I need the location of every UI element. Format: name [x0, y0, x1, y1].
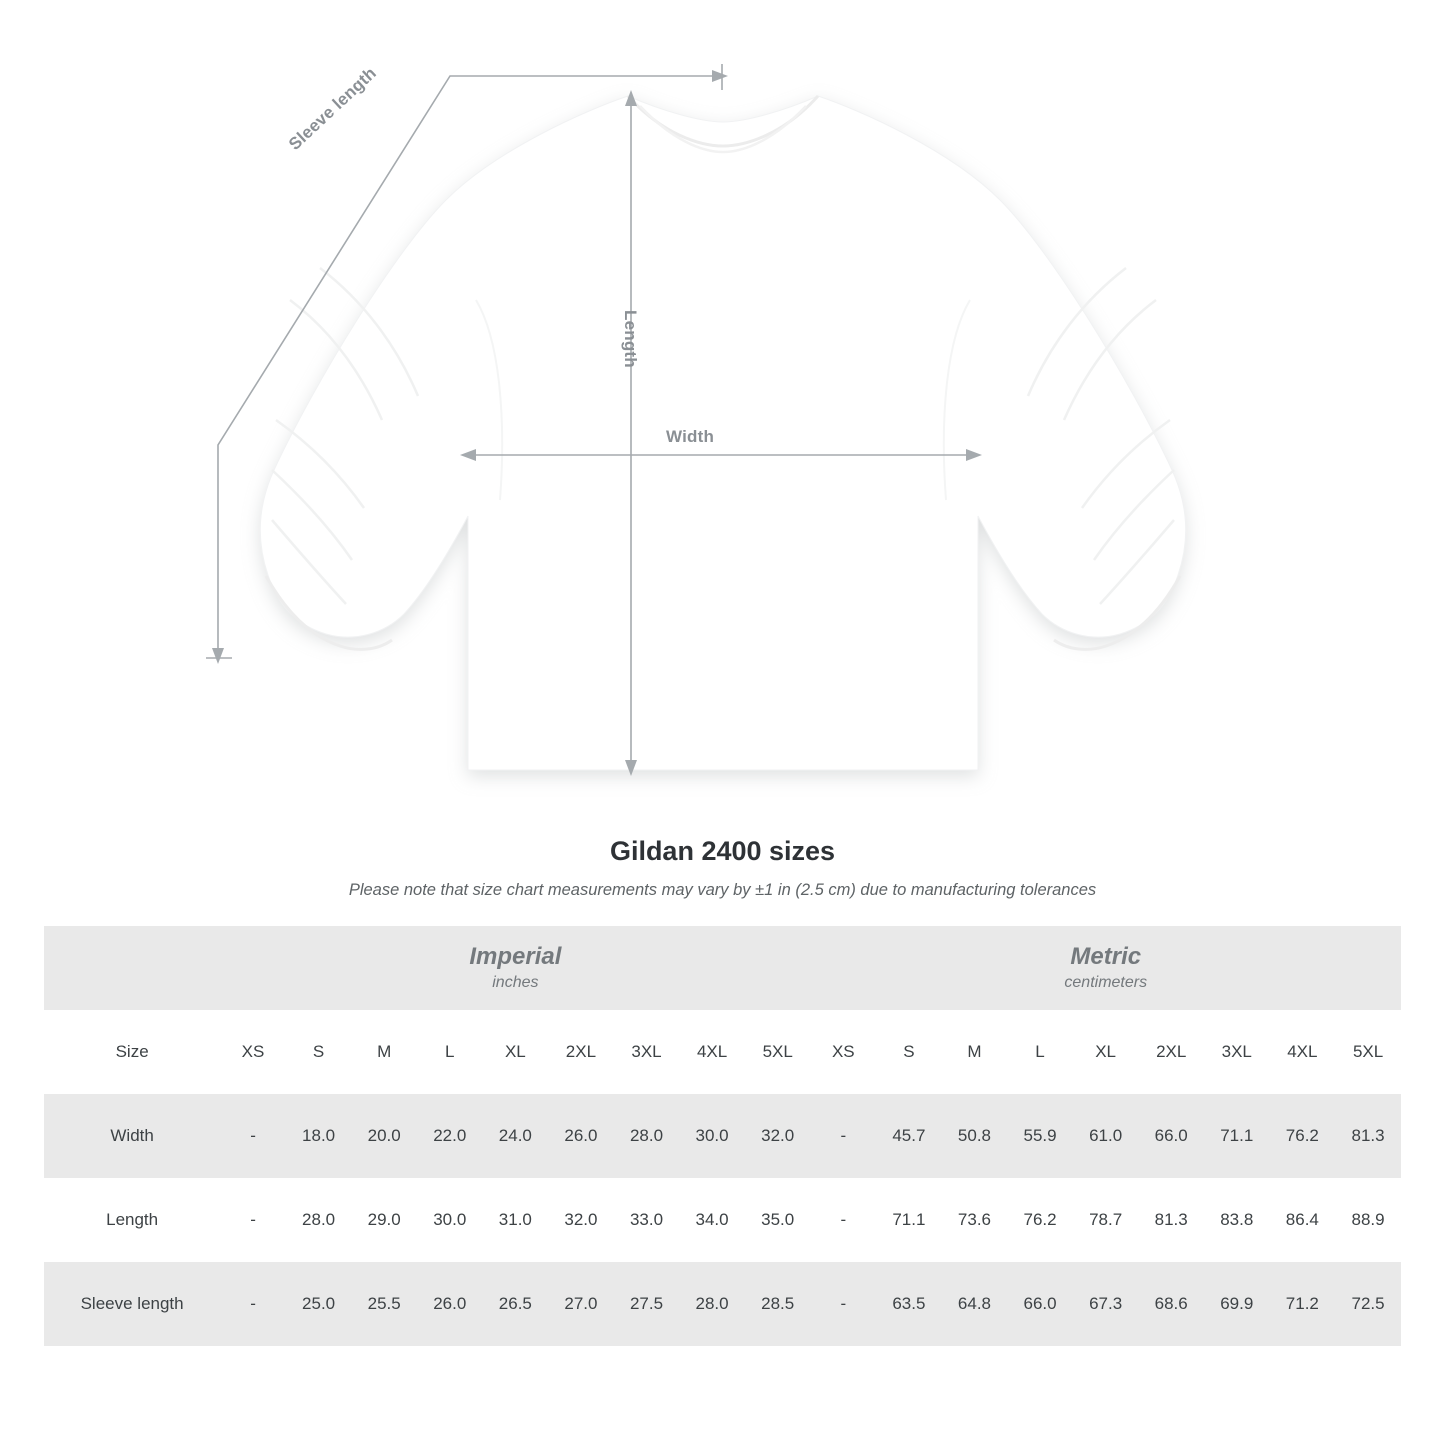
cell-sleeve-3: 26.0	[417, 1262, 483, 1346]
size-col-5: 2XL	[548, 1010, 614, 1094]
cell-width-11: 50.8	[942, 1094, 1008, 1178]
sleeve-length-dimension-label: Sleeve length	[285, 63, 381, 154]
table-row	[44, 1094, 1401, 1178]
cell-length-12: 76.2	[1007, 1178, 1073, 1262]
title-block	[0, 836, 1445, 900]
size-col-1: S	[286, 1010, 352, 1094]
cell-length-17: 88.9	[1335, 1178, 1401, 1262]
width-dimension-label: Width	[666, 427, 715, 446]
cell-width-5: 26.0	[548, 1094, 614, 1178]
size-col-13: XL	[1073, 1010, 1139, 1094]
table-row	[44, 1178, 1401, 1262]
cell-width-4: 24.0	[483, 1094, 549, 1178]
cell-length-15: 83.8	[1204, 1178, 1270, 1262]
cell-sleeve-11: 64.8	[942, 1262, 1008, 1346]
cell-length-4: 31.0	[483, 1178, 549, 1262]
cell-width-0: -	[220, 1094, 286, 1178]
table-row	[44, 1262, 1401, 1346]
cell-sleeve-5: 27.0	[548, 1262, 614, 1346]
size-col-14: 2XL	[1138, 1010, 1204, 1094]
cell-sleeve-16: 71.2	[1270, 1262, 1336, 1346]
cell-sleeve-14: 68.6	[1138, 1262, 1204, 1346]
size-col-11: M	[942, 1010, 1008, 1094]
cell-sleeve-13: 67.3	[1073, 1262, 1139, 1346]
cell-sleeve-12: 66.0	[1007, 1262, 1073, 1346]
unit-header-row	[44, 926, 1401, 1010]
row-header-size: Size	[44, 1010, 220, 1094]
size-col-6: 3XL	[614, 1010, 680, 1094]
metric-name: Metric	[1070, 943, 1142, 971]
cell-sleeve-10: 63.5	[876, 1262, 942, 1346]
page-title: Gildan 2400 sizes	[609, 836, 836, 866]
cell-length-6: 33.0	[614, 1178, 680, 1262]
cell-length-1: 28.0	[286, 1178, 352, 1262]
size-col-15: 3XL	[1204, 1010, 1270, 1094]
cell-width-6: 28.0	[614, 1094, 680, 1178]
cell-width-9: -	[811, 1094, 877, 1178]
imperial-name: Imperial	[469, 943, 562, 971]
size-col-12: L	[1007, 1010, 1073, 1094]
size-col-16: 4XL	[1270, 1010, 1336, 1094]
cell-length-9: -	[811, 1178, 877, 1262]
cell-width-17: 81.3	[1335, 1094, 1401, 1178]
cell-width-10: 45.7	[876, 1094, 942, 1178]
row-header-sleeve-length: Sleeve length	[44, 1262, 220, 1346]
size-col-8: 5XL	[745, 1010, 811, 1094]
row-header-length: Length	[44, 1178, 220, 1262]
cell-sleeve-15: 69.9	[1204, 1262, 1270, 1346]
cell-length-2: 29.0	[351, 1178, 417, 1262]
length-dimension-label: Length	[621, 310, 640, 368]
size-col-10: S	[876, 1010, 942, 1094]
size-col-4: XL	[483, 1010, 549, 1094]
cell-length-5: 32.0	[548, 1178, 614, 1262]
cell-length-3: 30.0	[417, 1178, 483, 1262]
cell-width-2: 20.0	[351, 1094, 417, 1178]
cell-length-11: 73.6	[942, 1178, 1008, 1262]
cell-width-7: 30.0	[679, 1094, 745, 1178]
unit-header-metric	[811, 926, 1401, 1010]
tolerance-note: Please note that size chart measurements may vary by ±1 in (2.5 cm) due to manufacturing tolerances	[348, 881, 1097, 899]
cell-width-12: 55.9	[1007, 1094, 1073, 1178]
cell-length-7: 34.0	[679, 1178, 745, 1262]
size-col-17: 5XL	[1335, 1010, 1401, 1094]
cell-sleeve-2: 25.5	[351, 1262, 417, 1346]
cell-sleeve-4: 26.5	[483, 1262, 549, 1346]
cell-sleeve-0: -	[220, 1262, 286, 1346]
cell-width-16: 76.2	[1270, 1094, 1336, 1178]
metric-sub: centimeters	[1064, 974, 1148, 992]
cell-length-10: 71.1	[876, 1178, 942, 1262]
cell-sleeve-7: 28.0	[679, 1262, 745, 1346]
size-col-9: XS	[811, 1010, 877, 1094]
cell-width-15: 71.1	[1204, 1094, 1270, 1178]
cell-width-13: 61.0	[1073, 1094, 1139, 1178]
cell-sleeve-9: -	[811, 1262, 877, 1346]
imperial-sub: inches	[492, 974, 539, 992]
cell-sleeve-1: 25.0	[286, 1262, 352, 1346]
cell-length-14: 81.3	[1138, 1178, 1204, 1262]
cell-sleeve-6: 27.5	[614, 1262, 680, 1346]
size-col-2: M	[351, 1010, 417, 1094]
size-chart-table	[44, 926, 1401, 1346]
unit-header-imperial	[220, 926, 810, 1010]
size-col-0: XS	[220, 1010, 286, 1094]
cell-length-8: 35.0	[745, 1178, 811, 1262]
size-col-7: 4XL	[679, 1010, 745, 1094]
row-header-width: Width	[44, 1094, 220, 1178]
cell-width-14: 66.0	[1138, 1094, 1204, 1178]
unit-header-spacer	[44, 926, 220, 1010]
cell-length-13: 78.7	[1073, 1178, 1139, 1262]
cell-length-0: -	[220, 1178, 286, 1262]
cell-width-1: 18.0	[286, 1094, 352, 1178]
size-col-3: L	[417, 1010, 483, 1094]
cell-sleeve-17: 72.5	[1335, 1262, 1401, 1346]
cell-width-3: 22.0	[417, 1094, 483, 1178]
cell-length-16: 86.4	[1270, 1178, 1336, 1262]
cell-sleeve-8: 28.5	[745, 1262, 811, 1346]
cell-width-8: 32.0	[745, 1094, 811, 1178]
table-row-size-headers	[44, 1010, 1401, 1094]
size-table-wrap	[44, 926, 1401, 1346]
